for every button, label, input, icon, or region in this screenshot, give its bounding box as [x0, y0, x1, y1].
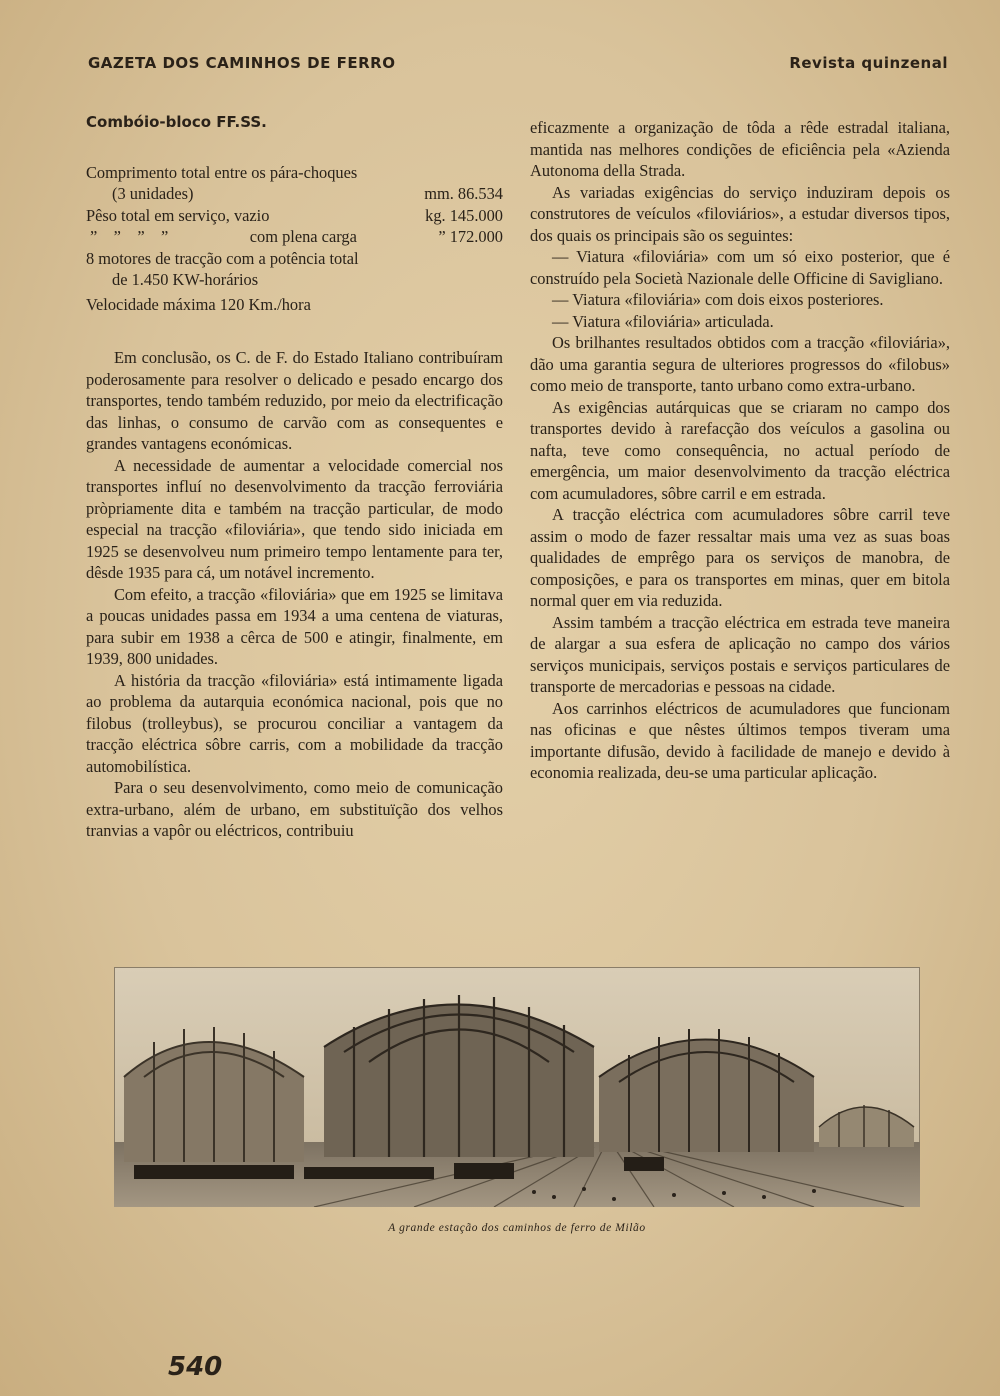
- left-column: [86, 112, 503, 842]
- spec-line: Comprimento total entre os pára-choques: [86, 162, 358, 182]
- paragraph: As exigências autárquicas que se criaram no campo dos transportes devido à rarefacção dos veículos a gasolina ou nafta, teve como consequência, no actual período de emergência, um maior desenvolvimento da tracção eléctrica com acumuladores, sôbre carril e em estrada.: [530, 397, 950, 503]
- paragraph: A tracção eléctrica com acumuladores sôbre carril teve assim o modo de fazer ressaltar mais uma vez as suas boas qualidades de emprêgo para os serviços de manobra, de composições, e para os transportes em minas, quer em bitola normal quer em via reduzida.: [530, 505, 950, 610]
- paragraph: Em conclusão, os C. de F. do Estado Italiano contribuíram poderosamente para resolver o delicado e pesado encargo dos transportes, tendo também reduzido, por meio da electrificação das linhas, o consumo de carvão com as consequentes e grandes vantagens económicas.: [86, 348, 503, 453]
- spec-line: 8 motores de tracção com a potência total: [86, 248, 359, 268]
- paragraph: Com efeito, a tracção «filoviária» que em 1925 se limitava a poucas unidades passa em 1934 a uma centena de viaturas, para subir em 1938 a cêrca de 500 e atingir, finalmente, em 1939, 800 unidades.: [86, 584, 503, 668]
- photo-caption: A grande estação dos caminhos de ferro de Milão: [388, 1222, 646, 1234]
- spec-ditto-marks: ” ” ” ”: [90, 227, 169, 246]
- section-subtitle: Combóio-bloco FF.SS.: [86, 113, 267, 131]
- page-number: 540: [168, 1352, 223, 1382]
- paragraph: eficazmente a organização de tôda a rêde estradal italiana, mantida nas melhores condições de eficiência pela «Azienda Autonoma della Strada.: [530, 118, 950, 180]
- list-item: — Viatura «filoviária» articulada.: [552, 311, 774, 331]
- paragraph: Assim também a tracção eléctrica em estrada teve maneira de alargar a sua esfera de aplicação no campo dos vários serviços municipais, serviços postais e serviços particulares de transporte de mercadorias e pessoas na cidade.: [530, 612, 950, 696]
- paragraph: Os brilhantes resultados obtidos com a tracção «filoviária», dão uma garantia segura de ulteriores progressos do «filobus» como meio de transporte, tanto urbano como extra-urbano.: [530, 333, 950, 395]
- spec-label: (3 unidades): [112, 184, 194, 203]
- paragraph: A história da tracção «filoviária» está intimamente ligada ao problema da autarquia económica nacional, pois que no filobus (trolleybus), se procurou conciliar a vantagem da tracção eléctrica sôbre carris, com a mobilidade da tracção automobilística.: [86, 670, 503, 776]
- list-item: — Viatura «filoviária» com um só eixo posterior, que é construído pela Società Nazionale delle Officine di Savigliano.: [530, 247, 950, 288]
- paragraph: A necessidade de aumentar a velocidade comercial nos transportes influí no desenvolvimento da tracção ferroviária pròpriamente dita e também na tracção particular, de modo especial na tracção «filoviária», que tendo sido iniciada em 1925 se desenvolveu num primeiro tempo lentamente para ter, dêsde 1935 para cá, um notável incremento.: [86, 455, 503, 582]
- spec-label: Pêso total em serviço, vazio: [86, 205, 270, 225]
- spec-value: kg. 145.000: [425, 205, 503, 225]
- list-item: — Viatura «filoviária» com dois eixos posteriores.: [552, 290, 884, 309]
- spec-line: Velocidade máxima 120 Km./hora: [86, 294, 311, 314]
- spec-row: [86, 226, 503, 248]
- right-column: [530, 117, 950, 784]
- running-header-title: GAZETA DOS CAMINHOS DE FERRO: [88, 54, 396, 72]
- running-header-subtitle: Revista quinzenal: [789, 54, 948, 72]
- spec-line: de 1.450 KW-horários: [112, 270, 259, 289]
- spec-row: [86, 205, 503, 227]
- spec-value: ” 172.000: [438, 227, 503, 246]
- spec-value: mm. 86.534: [424, 184, 503, 203]
- spec-table: [86, 162, 503, 316]
- paragraph: Aos carrinhos eléctricos de acumuladores que funcionam nas oficinas e que nêstes últimos tempos tiveram uma importante difusão, devido à facilidade de manejo e devido à economia realizada, deu-se uma particular aplicação.: [530, 698, 950, 782]
- station-photo: [114, 967, 920, 1207]
- paragraph: As variadas exigências do serviço induziram depois os construtores de veículos «filoviários», a estudar diversos tipos, dos quais os principais são os seguintes:: [530, 182, 950, 245]
- spec-label: com plena carga: [249, 227, 357, 246]
- spec-row: [86, 183, 503, 205]
- paragraph: Para o seu desenvolvimento, como meio de comunicação extra-urbano, além de urbano, em substituïção dos velhos tranvias a vapôr ou eléctricos, contribuiu: [86, 778, 503, 840]
